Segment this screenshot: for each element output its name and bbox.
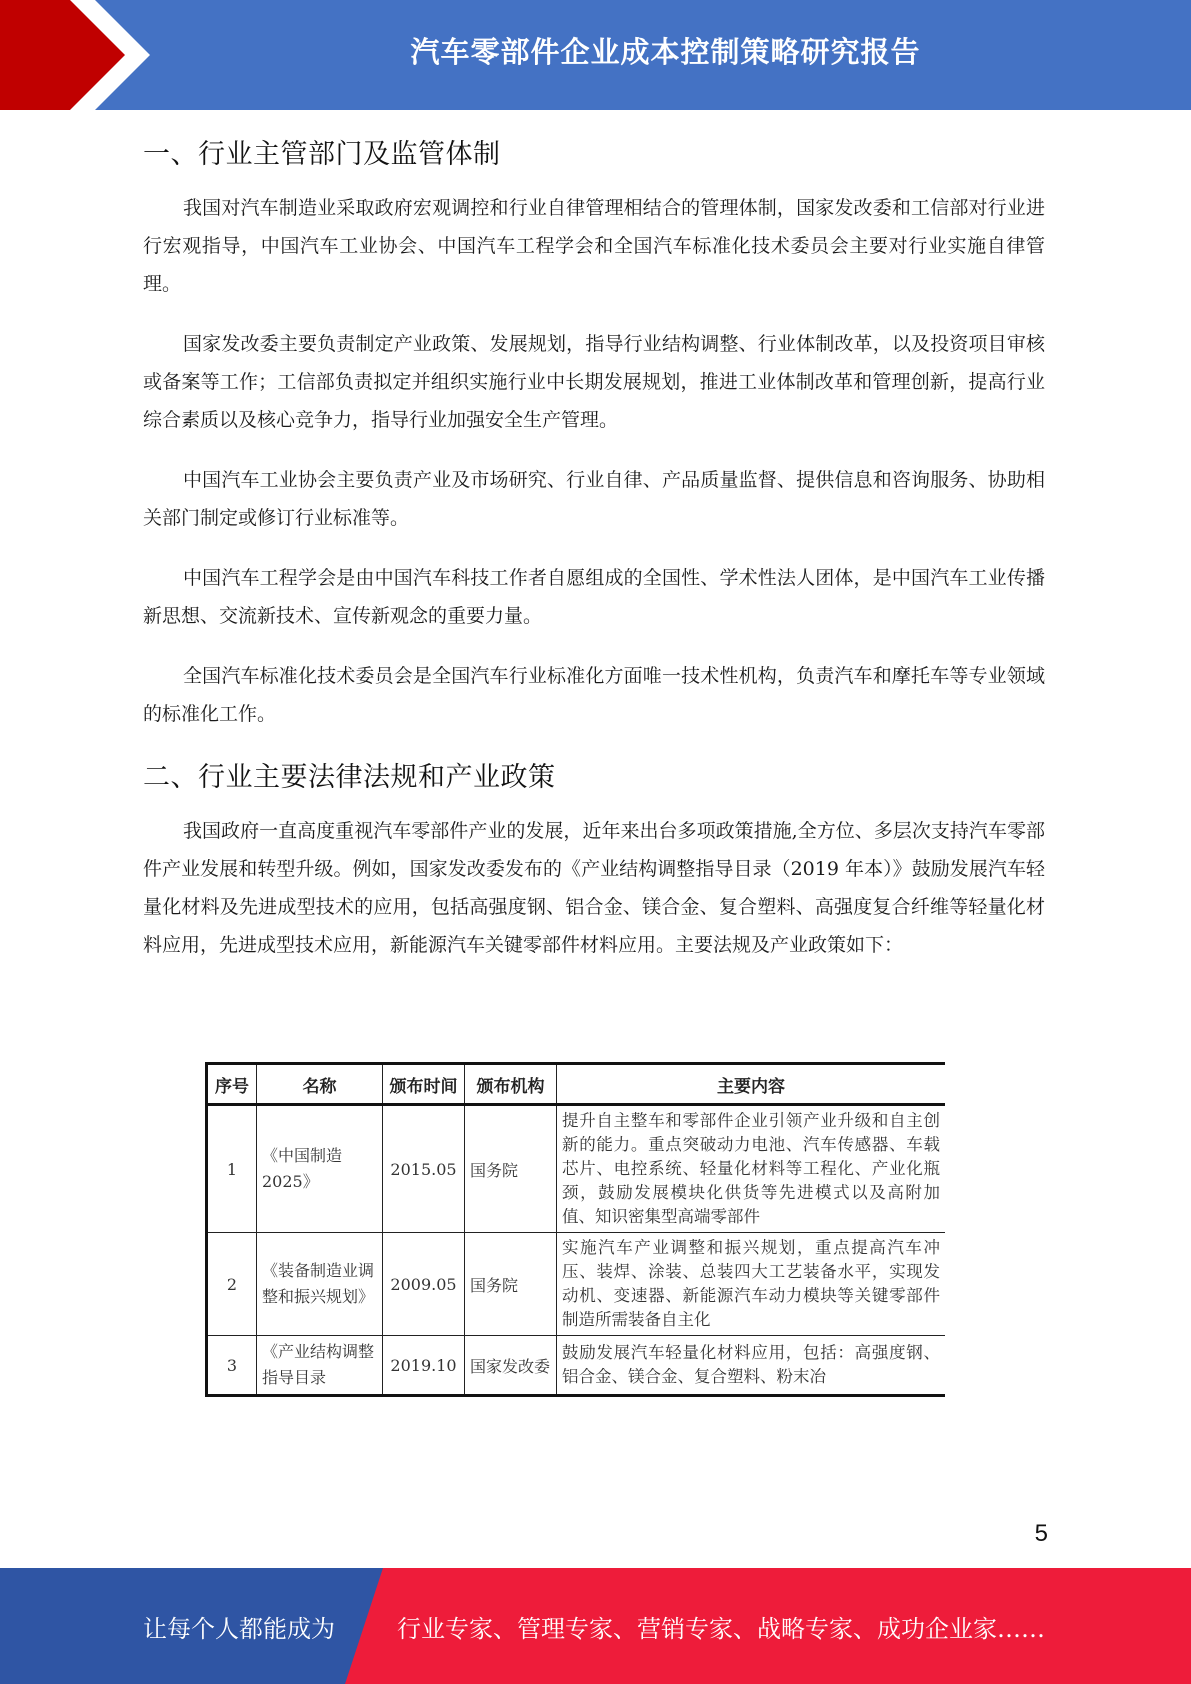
policy-table (205, 1062, 945, 1397)
report-title: 汽车零部件企业成本控制策略研究报告 (410, 34, 921, 69)
table-header-row (207, 1064, 946, 1105)
table-row (207, 1336, 946, 1396)
page-header (0, 0, 1191, 110)
cell-agency: 国务院 (465, 1105, 557, 1233)
paragraph: 全国汽车标准化技术委员会是全国汽车行业标准化方面唯一技术性机构，负责汽车和摩托车等专业领域的标准化工作。 (143, 665, 1045, 725)
cell-date: 2009.05 (383, 1233, 465, 1336)
footer-slogan-left: 让每个人都能成为 (143, 1614, 335, 1643)
cell-no: 2 (207, 1233, 257, 1336)
paragraph: 国家发改委主要负责制定产业政策、发展规划，指导行业结构调整、行业体制改革，以及投资项目审核或备案等工作；工信部负责拟定并组织实施行业中长期发展规划，推进工业体制改革和管理创新，提高行业综合素质以及核心竞争力，指导行业加强安全生产管理。 (143, 333, 1045, 431)
cell-no: 1 (207, 1105, 257, 1233)
section-heading-1: 一、行业主管部门及监管体制 (143, 139, 501, 170)
header-name: 名称 (257, 1064, 383, 1105)
paragraph: 我国政府一直高度重视汽车零部件产业的发展，近年来出台多项政策措施,全方位、多层次支持汽车零部件产业发展和转型升级。例如，国家发改委发布的《产业结构调整指导目录（2019 年本）》鼓励发展汽车轻量化材料及先进成型技术的应用，包括高强度钢、铝合金、镁合金、复合塑料、高强度复合纤维等轻量化材料应用，先进成型技术应用，新能源汽车关键零部件材料应用。主要法规及产业政策如下： (143, 820, 1045, 956)
paragraph: 我国对汽车制造业采取政府宏观调控和行业自律管理相结合的管理体制，国家发改委和工信部对行业进行宏观指导，中国汽车工业协会、中国汽车工程学会和全国汽车标准化技术委员会主要对行业实施自律管理。 (143, 197, 1045, 295)
page-number: 5 (1034, 1520, 1048, 1547)
paragraph: 中国汽车工业协会主要负责产业及市场研究、行业自律、产品质量监督、提供信息和咨询服务、协助相关部门制定或修订行业标准等。 (143, 469, 1045, 529)
header-date: 颁布时间 (383, 1064, 465, 1105)
header-no: 序号 (207, 1064, 257, 1105)
cell-name: 《装备制造业调整和振兴规划》 (257, 1233, 383, 1336)
header-agency: 颁布机构 (465, 1064, 557, 1105)
cell-content: 实施汽车产业调整和振兴规划，重点提高汽车冲压、装焊、涂装、总装四大工艺装备水平，实现发动机、变速器、新能源汽车动力模块等关键零部件制造所需装备自主化 (557, 1233, 946, 1336)
cell-name: 《中国制造2025》 (257, 1105, 383, 1233)
cell-agency: 国务院 (465, 1233, 557, 1336)
paragraph: 中国汽车工程学会是由中国汽车科技工作者自愿组成的全国性、学术性法人团体，是中国汽车工业传播新思想、交流新技术、宣传新观念的重要力量。 (143, 567, 1045, 627)
policy-table-container (205, 1062, 945, 1402)
table-row (207, 1105, 946, 1233)
cell-content: 鼓励发展汽车轻量化材料应用，包括：高强度钢、铝合金、镁合金、复合塑料、粉末冶 (557, 1336, 946, 1396)
cell-no: 3 (207, 1336, 257, 1396)
footer-slogan-right: 行业专家、管理专家、营销专家、战略专家、成功企业家…… (397, 1614, 1045, 1643)
cell-name: 《产业结构调整指导目录 (257, 1336, 383, 1396)
page-footer (0, 1568, 1191, 1684)
main-content (143, 120, 1045, 986)
cell-content: 提升自主整车和零部件企业引领产业升级和自主创新的能力。重点突破动力电池、汽车传感器、车载芯片、电控系统、轻量化材料等工程化、产业化瓶颈，鼓励发展模块化供货等先进模式以及高附加值、知识密集型高端零部件 (557, 1105, 946, 1233)
cell-date: 2015.05 (383, 1105, 465, 1233)
section-heading-2: 二、行业主要法律法规和产业政策 (143, 762, 556, 793)
cell-date: 2019.10 (383, 1336, 465, 1396)
table-row (207, 1233, 946, 1336)
header-content: 主要内容 (557, 1064, 946, 1105)
cell-agency: 国家发改委 (465, 1336, 557, 1396)
